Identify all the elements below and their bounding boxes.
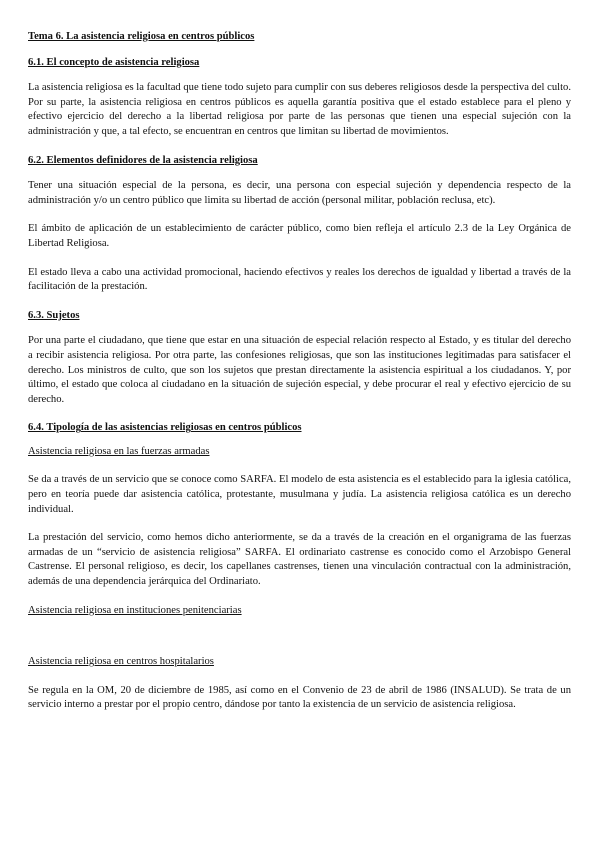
paragraph: El ámbito de aplicación de un establecimiento de carácter público, como bien refleja el artículo 2.3 de la Ley Orgánica de Libertad Religiosa. [28, 223, 571, 249]
subsection-heading-centros-hospitalarios: Asistencia religiosa en centros hospitalarios [28, 656, 214, 668]
paragraph: Se regula en la OM, 20 de diciembre de 1985, así como en el Convenio de 23 de abril de 1986 (INSALUD). Se trata de un servicio interno a prestar por el propio centro, dándose por tanto la existencia de un servicio de asistencia religiosa. [28, 684, 571, 711]
paragraph: El estado lleva a cabo una actividad promocional, haciendo efectivos y reales los derechos de igualdad y libertad a través de la facilitación de la prestación. [28, 266, 571, 293]
section-heading-6-1: 6.1. El concepto de asistencia religiosa [28, 56, 200, 68]
subsection-heading-instituciones-penitenciarias: Asistencia religiosa en instituciones penitenciarias [28, 604, 242, 616]
document-title: Tema 6. La asistencia religiosa en centros públicos [28, 31, 255, 42]
paragraph: La asistencia religiosa es la facultad que tiene todo sujeto para cumplir con sus deberes religiosos desde la perspectiva del culto. Por su parte, la asistencia religiosa en centros públicos es aquella garantía positiva que el estado establece para el pleno y efectivo ejercicio del derecho a la libertad religiosa por parte de las personas que tienen una especial sujeción con la administración y que, a tal efecto, se encuentran en centros que limitan su libertad de movimientos. [28, 82, 571, 137]
paragraph: Se da a través de un servicio que se conoce como SARFA. El modelo de esta asistencia es el establecido para la iglesia católica, pero en teoría puede dar asistencia católica, protestante, musulmana y judía. La asistencia religiosa católica es un derecho individual. [28, 474, 571, 515]
section-heading-6-4: 6.4. Tipología de las asistencias religiosas en centros públicos [28, 422, 302, 434]
paragraph: Por una parte el ciudadano, que tiene que estar en una situación de especial relación respecto al Estado, y es titular del derecho a recibir asistencia religiosa. Por otra parte, las confesiones religiosas, que son las instituciones legitimadas para satisfacer el derecho. Los ministros de culto, que son los sujetos que prestan directamente la asistencia espiritual a los ciudadanos. Y, por último, el estado que coloca al ciudadano en la situación de sujeción especial, y debe procurar el real y efectivo ejercicio de su derecho. [28, 335, 571, 405]
paragraph: Tener una situación especial de la persona, es decir, una persona con especial sujeción y dependencia respecto de la administración y/o un centro público que limita su libertad de acción (personal militar, población reclusa, etc). [28, 180, 571, 206]
subsection-heading-fuerzas-armadas: Asistencia religiosa en las fuerzas armadas [28, 445, 210, 457]
document-page [28, 30, 571, 713]
paragraph: La prestación del servicio, como hemos dicho anteriormente, se da a través de la creación en el organigrama de las fuerzas armadas de un “servicio de asistencia religiosa” SARFA. El ordinariato castrense es conocido como el Arzobispo General Castrense. El personal religioso, es decir, los capellanes castrenses, tienen una vinculación contractual con la administración, además de una dependencia jerárquica del Ordinariato. [28, 532, 571, 588]
section-heading-6-2: 6.2. Elementos definidores de la asistencia religiosa [28, 154, 258, 166]
section-heading-6-3: 6.3. Sujetos [28, 309, 80, 321]
